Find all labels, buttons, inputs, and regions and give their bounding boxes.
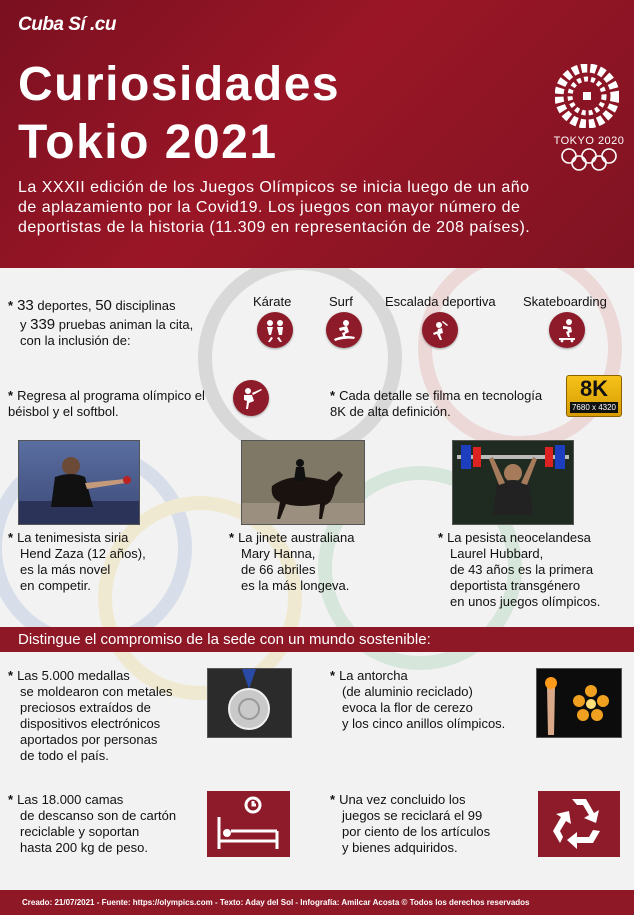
caption-line: Hend Zaza (12 años),: [20, 546, 146, 561]
sport-label-skateboarding: Skateboarding: [523, 294, 607, 309]
photo-table-tennis: [18, 440, 140, 525]
tokyo-emblem-icon: [555, 64, 619, 128]
page-title: [18, 56, 340, 172]
badge-8k-label: 8K: [579, 376, 609, 401]
photo-weightlifting: [452, 440, 574, 525]
baseball-label: Regresa al programa olímpico el béisbol y el softbol.: [8, 388, 205, 419]
beds-line: Las 18.000 camas: [17, 792, 124, 807]
header-panel: [0, 0, 634, 268]
beds-text: * Las 18.000 camas de descanso son de cartón reciclable y soportan hasta 200 kg de peso.: [8, 792, 177, 855]
logo-text: TOKYO 2020: [553, 135, 625, 147]
caption-line: de 43 años es la primera: [450, 562, 594, 577]
climbing-icon: [422, 312, 458, 348]
tokyo2020-logo: [552, 64, 626, 171]
medals-line: Las 5.000 medallas: [17, 668, 130, 683]
title-line-2: Tokio 2021: [18, 116, 278, 169]
sustainability-banner: Distingue el compromiso de la sede con un mundo sostenible:: [0, 627, 634, 652]
recycle-icon: [538, 791, 620, 857]
footer-credits: Creado: 21/07/2021 - Fuente: https://olympics.com - Texto: Aday del Sol - Infografía: Amilcar Acosta © Todos los derechos reservados: [0, 890, 634, 915]
inclusion-text: con la inclusión de:: [20, 333, 131, 348]
caption-line: es la más novel: [20, 562, 111, 577]
caption-line: en competir.: [20, 578, 91, 593]
torch-text: * La antorcha (de aluminio reciclado) evoca la flor de cerezo y los cinco anillos olímpicos.: [330, 668, 506, 731]
caption-line: La jinete australiana: [238, 530, 355, 545]
tech8k-label: Cada detalle se filma en tecnología 8K de alta definición.: [330, 388, 543, 419]
badge-8k-icon: [566, 375, 622, 417]
recycle-line: y bienes adquiridos.: [342, 840, 458, 855]
beds-line: hasta 200 kg de peso.: [20, 840, 148, 855]
site-logo[interactable]: Cuba Sí .cu: [18, 14, 116, 35]
caption-line: de 66 abriles: [241, 562, 316, 577]
sport-label-surf: Surf: [329, 294, 353, 309]
bed-icon: [207, 791, 290, 857]
sports-label: deportes,: [33, 298, 96, 313]
disciplines-label: disciplinas: [111, 298, 176, 313]
caption-line: La pesista neocelandesa: [447, 530, 591, 545]
torch-line: La antorcha: [339, 668, 408, 683]
intro-text: La XXXII edición de los Juegos Olímpicos se inicia luego de un año de aplazamiento por la Covid19. Los juegos con mayor número de deportistas de la historia (11.309 en representación de 208 países).: [18, 179, 531, 236]
photo-torch: [536, 668, 622, 738]
caption-line: deportista transgénero: [450, 578, 581, 593]
events-label: pruebas animan la cita,: [55, 317, 194, 332]
surf-icon: [326, 312, 362, 348]
caption-line: Laurel Hubbard,: [450, 546, 544, 561]
torch-line: (de aluminio reciclado): [342, 684, 473, 699]
medals-line: de todo el país.: [20, 748, 109, 763]
events-number: 339: [30, 316, 56, 333]
medals-text: * Las 5.000 medallas se moldearon con metales preciosos extraídos de dispositivos electrónicos aportados por personas de todo el país.: [8, 668, 173, 763]
recycle-line: por ciento de los artículos: [342, 824, 491, 839]
sports-number: 33: [17, 297, 34, 314]
disciplines-number: 50: [95, 297, 112, 314]
events-prefix: y: [20, 317, 31, 332]
medals-line: preciosos extraídos de: [20, 700, 151, 715]
badge-8k-resolution: 7680 x 4320: [571, 403, 617, 412]
caption-line: es la más longeva.: [241, 578, 350, 593]
athlete-caption-hubbard: * La pesista neocelandesa Laurel Hubbard, de 43 años es la primera deportista transgénero en unos juegos olímpicos.: [438, 530, 601, 609]
photo-equestrian: [241, 440, 365, 525]
olympic-rings-icon: [552, 147, 626, 171]
caption-line: La tenimesista siria: [17, 530, 129, 545]
baseball-text: * Regresa al programa olímpico el béisbol y el softbol.: [8, 388, 205, 419]
skateboarding-icon: [549, 312, 585, 348]
caption-line: Mary Hanna,: [241, 546, 316, 561]
karate-icon: [257, 312, 293, 348]
recycle-line: Una vez concluido los: [339, 792, 466, 807]
athlete-caption-zaza: * La tenimesista siria Hend Zaza (12 años), es la más novel en competir.: [8, 530, 146, 593]
baseball-icon: [233, 380, 269, 416]
sport-label-karate: Kárate: [253, 294, 292, 309]
medals-line: se moldearon con metales: [20, 684, 173, 699]
recycle-text: * Una vez concluido los juegos se reciclará el 99 por ciento de los artículos y bienes adquiridos.: [330, 792, 491, 855]
athlete-caption-hanna: * La jinete australiana Mary Hanna, de 66 abriles es la más longeva.: [229, 530, 355, 593]
sport-label-climbing: Escalada deportiva: [385, 294, 496, 309]
photo-medal: [207, 668, 292, 738]
sports-count-text: * 33 deportes, 50 disciplinas y 339 pruebas animan la cita, con la inclusión de:: [8, 297, 194, 348]
beds-line: reciclable y soportan: [20, 824, 140, 839]
recycle-line: juegos se reciclará el 99: [342, 808, 483, 823]
tech8k-text: * Cada detalle se filma en tecnología 8K de alta definición.: [330, 388, 543, 419]
caption-line: en unos juegos olímpicos.: [450, 594, 601, 609]
medals-line: dispositivos electrónicos: [20, 716, 161, 731]
title-line-1: Curiosidades: [18, 58, 341, 111]
medals-line: aportados por personas: [20, 732, 158, 747]
beds-line: de descanso son de cartón: [20, 808, 177, 823]
torch-line: y los cinco anillos olímpicos.: [342, 716, 506, 731]
torch-line: evoca la flor de cerezo: [342, 700, 473, 715]
